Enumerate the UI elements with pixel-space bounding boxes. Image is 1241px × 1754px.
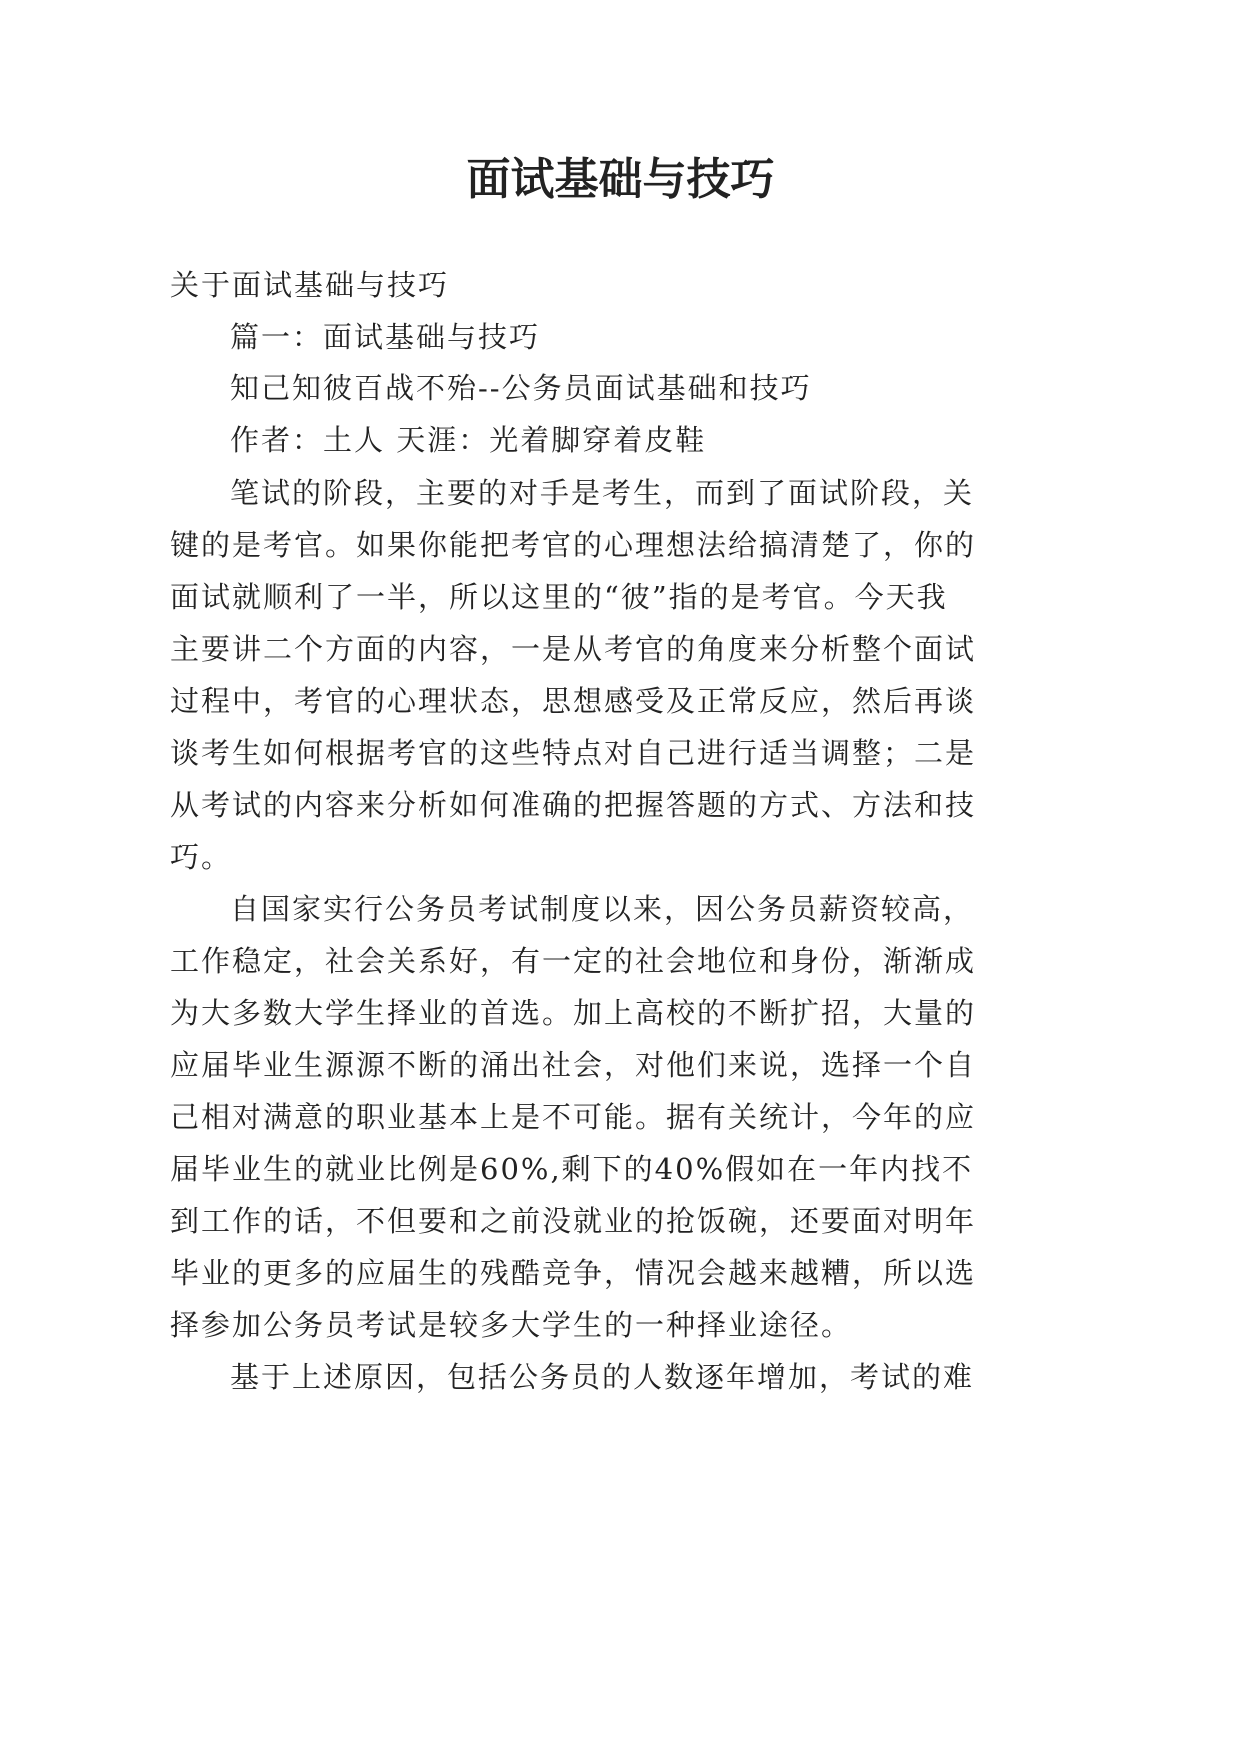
text-line: 篇一：面试基础与技巧	[230, 320, 541, 354]
text-line: 从考试的内容来分析如何准确的把握答题的方式、方法和技	[170, 788, 977, 822]
text-line: 笔试的阶段，主要的对手是考生，而到了面试阶段，关	[230, 476, 975, 510]
text-line: 主要讲二个方面的内容，一是从考官的角度来分析整个面试	[170, 632, 977, 666]
text-line: 巧。	[170, 840, 233, 874]
text-line: 择参加公务员考试是较多大学生的一种择业途径。	[170, 1308, 853, 1342]
text-line: 基于上述原因，包括公务员的人数逐年增加，考试的难	[230, 1360, 975, 1394]
text-line: 应届毕业生源源不断的涌出社会，对他们来说，选择一个自	[170, 1048, 977, 1082]
text-line: 关于面试基础与技巧	[170, 268, 450, 302]
text-line: 毕业的更多的应届生的残酷竞争，情况会越来越糟，所以选	[170, 1256, 977, 1290]
text-line: 过程中，考官的心理状态，思想感受及正常反应，然后再谈	[170, 684, 977, 718]
text-line: 己相对满意的职业基本上是不可能。据有关统计，今年的应	[170, 1100, 977, 1134]
document-title: 面试基础与技巧	[466, 154, 775, 205]
text-line: 到工作的话，不但要和之前没就业的抢饭碗，还要面对明年	[170, 1204, 977, 1238]
text-line: 面试就顺利了一半，所以这里的“彼”指的是考官。今天我	[170, 580, 948, 614]
text-line: 工作稳定，社会关系好，有一定的社会地位和身份，渐渐成	[170, 944, 977, 978]
text-line: 届毕业生的就业比例是60%,剩下的40%假如在一年内找不	[170, 1152, 974, 1186]
text-line: 自国家实行公务员考试制度以来，因公务员薪资较高，	[230, 892, 975, 926]
text-line: 为大多数大学生择业的首选。加上高校的不断扩招，大量的	[170, 996, 977, 1030]
text-line: 谈考生如何根据考官的这些特点对自己进行适当调整；二是	[170, 736, 977, 770]
text-line: 作者：土人 天涯：光着脚穿着皮鞋	[230, 423, 707, 457]
text-line: 知己知彼百战不殆--公务员面试基础和技巧	[230, 371, 812, 405]
text-line: 键的是考官。如果你能把考官的心理想法给搞清楚了，你的	[170, 528, 977, 562]
